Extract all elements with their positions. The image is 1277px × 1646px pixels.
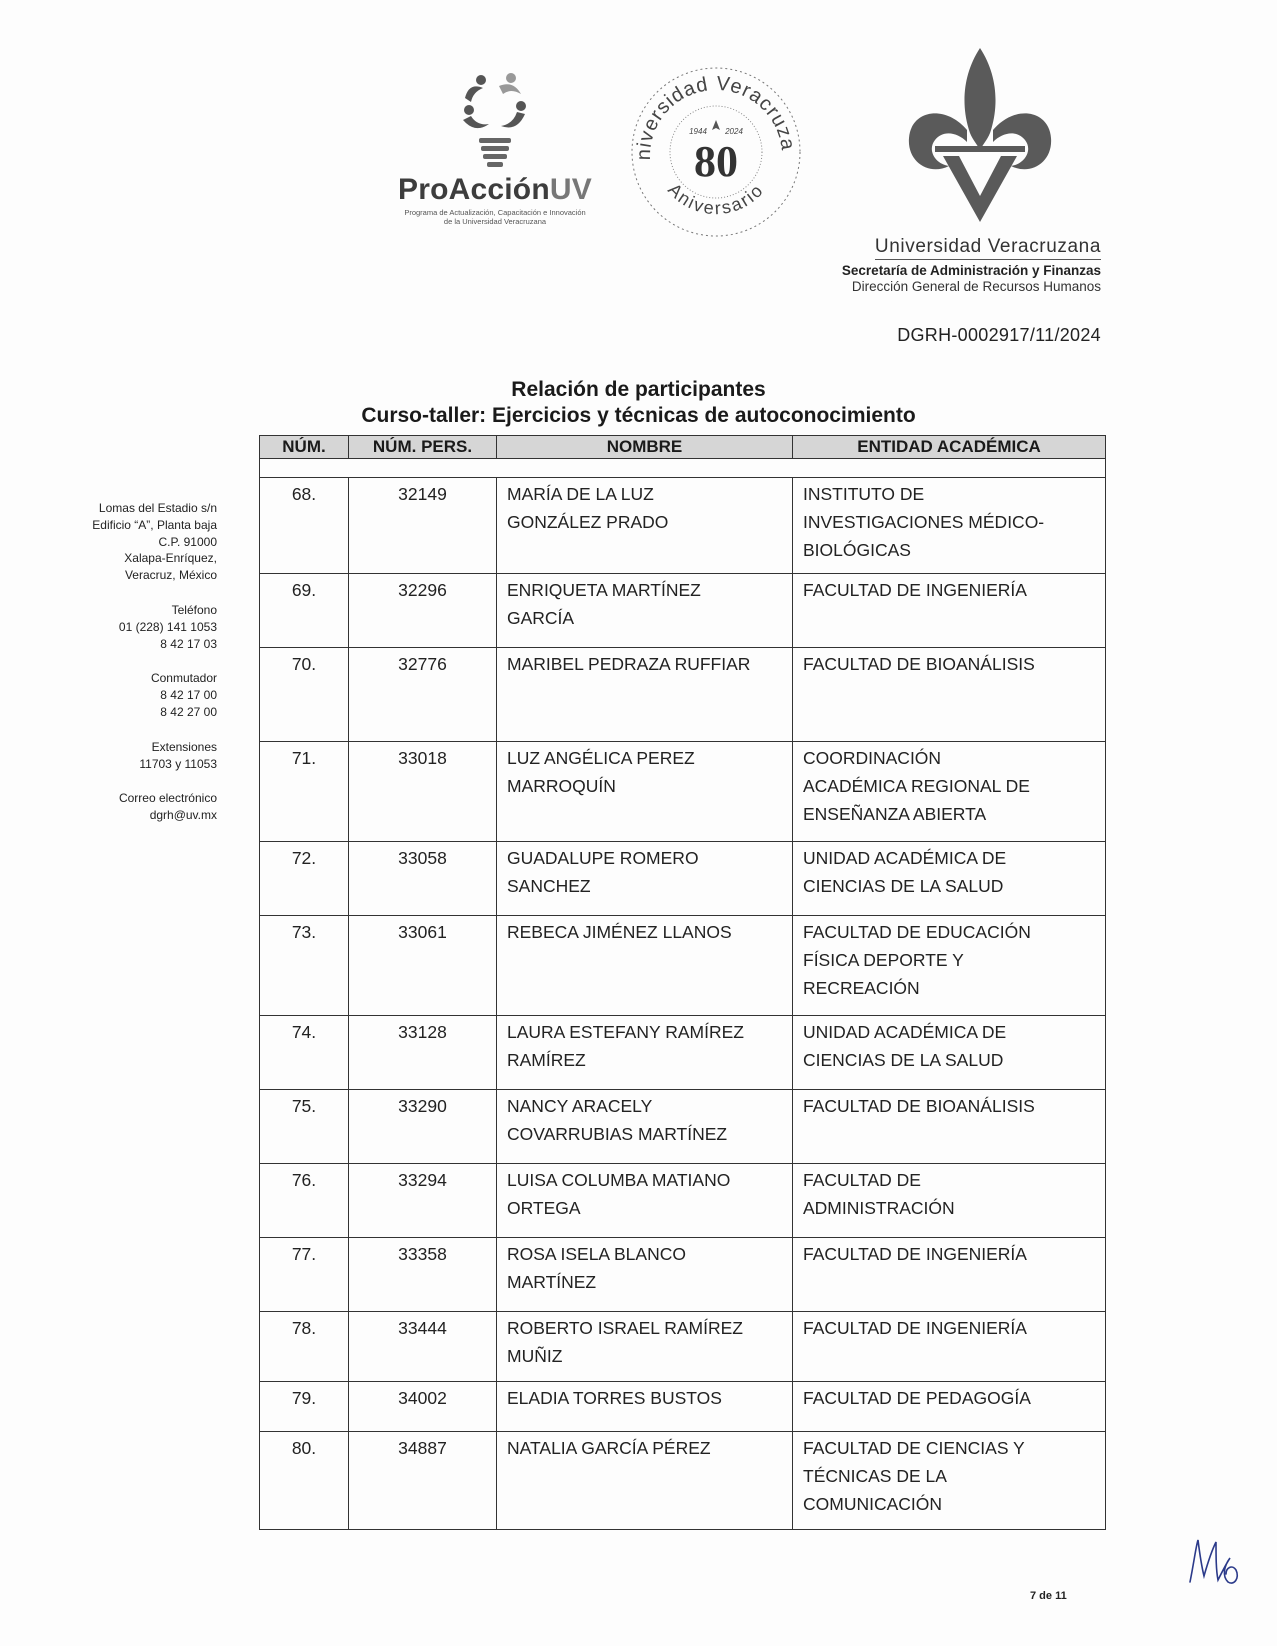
seal-bottom-text: Aniversario [664,179,768,219]
table-row [260,1164,1106,1238]
cell-nombre-line: ENRIQUETA MARTÍNEZ [507,580,701,600]
cell-num: 69. [260,574,349,648]
cell-num-pers: 34887 [349,1432,497,1530]
table-row [260,842,1106,916]
cell-num-pers: 33128 [349,1016,497,1090]
cell-nombre [497,1238,793,1312]
cell-entidad-line: FACULTAD DE CIENCIAS Y [803,1438,1025,1458]
cell-nombre-line: LUISA COLUMBA MATIANO [507,1170,731,1190]
table-row [260,1016,1106,1090]
seal-year-start: 1944 [689,127,707,136]
cell-entidad [793,1432,1106,1530]
table-row [260,478,1106,574]
handwritten-initials [1186,1532,1246,1597]
seal-number: 80 [694,137,738,186]
cell-nombre-line: COVARRUBIAS MARTÍNEZ [507,1124,728,1144]
cell-entidad [793,1016,1106,1090]
cell-entidad [793,916,1106,1016]
cell-nombre [497,742,793,842]
cell-entidad-line: ADMINISTRACIÓN [803,1198,955,1218]
cell-num-pers: 34002 [349,1382,497,1432]
cell-entidad-line: FACULTAD DE EDUCACIÓN [803,922,1031,942]
phone-block: Teléfono 01 (228) 141 1053 8 42 17 03 [118,602,217,651]
cell-nombre-line: MARTÍNEZ [507,1272,597,1292]
cell-num: 68. [260,478,349,574]
cell-nombre [497,1382,793,1432]
cell-entidad-line: INVESTIGACIONES MÉDICO- [803,512,1045,532]
cell-entidad-line: CIENCIAS DE LA SALUD [803,876,1004,896]
cell-num-pers: 32296 [349,574,497,648]
cell-num: 77. [260,1238,349,1312]
cell-entidad [793,1312,1106,1382]
cell-nombre-line: ROBERTO ISRAEL RAMÍREZ [507,1318,743,1338]
cell-num: 70. [260,648,349,742]
cell-entidad-line: ENSEÑANZA ABIERTA [803,804,987,824]
cell-nombre [497,648,793,742]
cell-num-pers: 32776 [349,648,497,742]
cell-entidad-line: RECREACIÓN [803,978,920,998]
cell-nombre [497,916,793,1016]
cell-nombre-line: ELADIA TORRES BUSTOS [507,1388,722,1408]
cell-nombre-line: MARÍA DE LA LUZ [507,484,654,504]
proaccion-name: ProAcciónUV [398,173,592,206]
cell-num: 79. [260,1382,349,1432]
lightbulb-people-icon [455,68,535,172]
institution-name: Universidad Veracruzana [875,236,1101,260]
contact-sidebar [40,500,217,842]
cell-entidad [793,574,1106,648]
cell-num: 80. [260,1432,349,1530]
cell-num: 75. [260,1090,349,1164]
cell-nombre-line: ORTEGA [507,1198,581,1218]
cell-entidad-line: UNIDAD ACADÉMICA DE [803,1022,1007,1042]
uv-fleur-de-lis-emblem [905,46,1055,226]
cell-nombre-line: SANCHEZ [507,876,591,896]
table-row [260,916,1106,1016]
cell-nombre-line: GUADALUPE ROMERO [507,848,699,868]
cell-nombre [497,1164,793,1238]
cell-num: 78. [260,1312,349,1382]
cell-num-pers: 32149 [349,478,497,574]
cell-entidad-line: FACULTAD DE BIOANÁLISIS [803,1096,1035,1116]
header-nombre: NOMBRE [497,436,793,459]
table-body [260,478,1106,1530]
cell-entidad [793,1238,1106,1312]
cell-entidad-line: FACULTAD DE INGENIERÍA [803,1244,1027,1264]
cell-nombre-line: GARCÍA [507,608,575,628]
cell-nombre [497,574,793,648]
proaccion-logo [380,68,610,238]
document-title: Relación de participantes [511,378,766,401]
cell-entidad-line: CIENCIAS DE LA SALUD [803,1050,1004,1070]
table-header-row [260,436,1106,459]
cell-nombre [497,1432,793,1530]
cell-entidad [793,648,1106,742]
cell-entidad [793,1164,1106,1238]
cell-num-pers: 33061 [349,916,497,1016]
cell-num: 73. [260,916,349,1016]
cell-entidad-line: COMUNICACIÓN [803,1494,943,1514]
cell-entidad-line: TÉCNICAS DE LA [803,1466,947,1486]
seal-year-end: 2024 [725,127,743,136]
direccion-name: Dirección General de Recursos Humanos [851,279,1101,294]
cell-entidad-line: FACULTAD DE PEDAGOGÍA [803,1388,1031,1408]
cell-nombre-line: MUÑIZ [507,1346,563,1366]
cell-num-pers: 33358 [349,1238,497,1312]
header-num: NÚM. [260,436,349,459]
document-reference: DGRH-0002917/11/2024 [897,325,1101,345]
cell-nombre-line: NATALIA GARCÍA PÉREZ [507,1438,711,1458]
header-entidad: ENTIDAD ACADÉMICA [793,436,1106,459]
cell-entidad-line: ACADÉMICA REGIONAL DE [803,776,1030,796]
document-subtitle: Curso-taller: Ejercicios y técnicas de autoconocimiento [361,404,916,427]
cell-num: 72. [260,842,349,916]
table-row [260,574,1106,648]
table-row [260,648,1106,742]
cell-entidad-line: FACULTAD DE BIOANÁLISIS [803,654,1035,674]
table-row [260,1312,1106,1382]
anniversary-seal [628,64,804,240]
cell-nombre-line: MARIBEL PEDRAZA RUFFIAR [507,654,751,674]
table-row [260,1382,1106,1432]
cell-nombre [497,1090,793,1164]
cell-nombre-line: NANCY ARACELY [507,1096,653,1116]
cell-num-pers: 33294 [349,1164,497,1238]
cell-entidad-line: FÍSICA DEPORTE Y [803,950,964,970]
proaccion-subtitle: Programa de Actualización, Capacitación e Innovación de la Universidad Veracruzana [404,208,586,226]
cell-entidad-line: INSTITUTO DE [803,484,925,504]
cell-num-pers: 33058 [349,842,497,916]
cell-nombre-line: GONZÁLEZ PRADO [507,512,669,532]
table-row [260,1432,1106,1530]
table-row [260,1090,1106,1164]
cell-entidad [793,478,1106,574]
cell-nombre-line: LAURA ESTEFANY RAMÍREZ [507,1022,744,1042]
cell-num: 74. [260,1016,349,1090]
cell-nombre-line: REBECA JIMÉNEZ LLANOS [507,922,732,942]
header-num-pers: NÚM. PERS. [349,436,497,459]
email-block: Correo electrónico dgrh@uv.mx [118,791,217,823]
cell-num-pers: 33018 [349,742,497,842]
cell-entidad-line: BIOLÓGICAS [803,540,911,560]
cell-entidad [793,1090,1106,1164]
cell-entidad-line: FACULTAD DE INGENIERÍA [803,580,1027,600]
cell-entidad-line: FACULTAD DE INGENIERÍA [803,1318,1027,1338]
page-number: 7 de 11 [1030,1590,1067,1602]
cell-entidad-line: UNIDAD ACADÉMICA DE [803,848,1007,868]
cell-entidad-line: COORDINACIÓN [803,748,942,768]
cell-nombre-line: MARROQUÍN [507,776,616,796]
cell-entidad [793,1382,1106,1432]
cell-nombre [497,1016,793,1090]
participants-table [259,435,1105,1530]
table-row [260,742,1106,842]
seal-top-text: niversidad Veracruza [632,72,799,161]
cell-nombre [497,842,793,916]
header-spacer [260,459,1106,478]
cell-entidad [793,842,1106,916]
secretaria-name: Secretaría de Administración y Finanzas [841,263,1101,278]
extensions-block: Extensiones 11703 y 11053 [139,739,217,771]
cell-nombre [497,1312,793,1382]
cell-nombre-line: ROSA ISELA BLANCO [507,1244,686,1264]
cell-num: 71. [260,742,349,842]
cell-nombre-line: LUZ ANGÉLICA PEREZ [507,748,695,768]
address-block: Lomas del Estadio s/n Edificio “A”, Planta baja C.P. 91000 Xalapa-Enríquez, Veracruz, México [92,501,217,583]
cell-entidad [793,742,1106,842]
cell-num-pers: 33444 [349,1312,497,1382]
cell-nombre [497,478,793,574]
fleur-de-lis-icon [712,120,720,130]
table-row [260,1238,1106,1312]
cell-num: 76. [260,1164,349,1238]
institution-header [760,236,1101,294]
cell-entidad-line: FACULTAD DE [803,1170,921,1190]
cell-num-pers: 33290 [349,1090,497,1164]
switchboard-block: Conmutador 8 42 17 00 8 42 27 00 [150,671,217,719]
cell-nombre-line: RAMÍREZ [507,1050,586,1070]
